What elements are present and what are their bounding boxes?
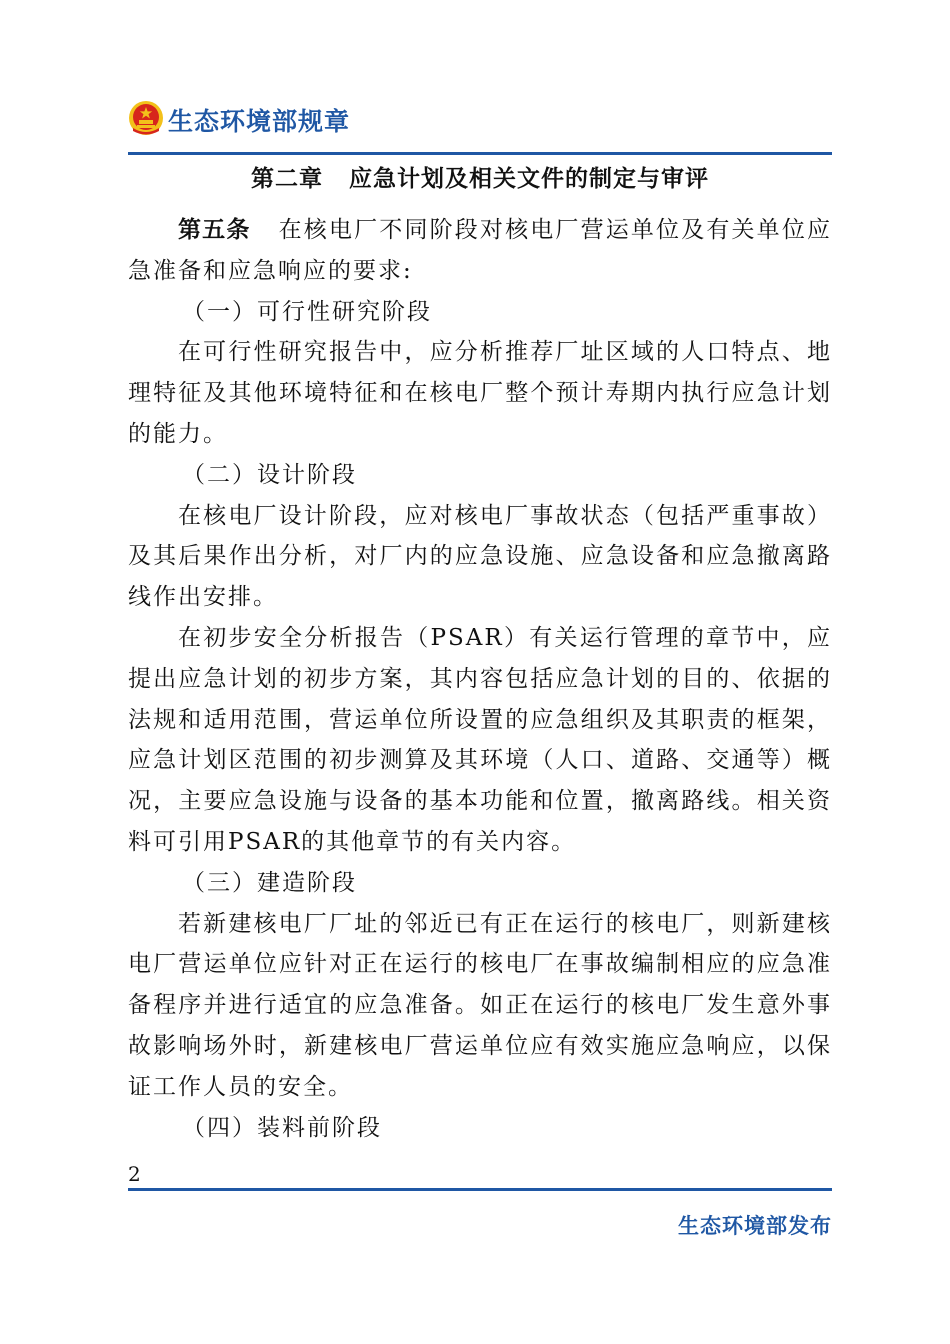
section-title-4: （四）装料前阶段 (182, 1114, 382, 1141)
section-3-paragraph-1: 若新建核电厂厂址的邻近已有正在运行的核电厂，则新建核电厂营运单位应针对正在运行的核电厂在事故编制相应的应急准备程序并进行适宜的应急准备。如正在运行的核电厂发生意外事故影响场外时，新建核电厂营运单位应有效实施应急响应，以保证工作人员的安全。 (128, 910, 832, 1100)
document-body (128, 210, 832, 1148)
page-number: 2 (128, 1162, 141, 1186)
page-footer (128, 1160, 832, 1250)
section-title-1: （一）可行性研究阶段 (182, 298, 432, 325)
brand-title: 生态环境部规章 (168, 107, 351, 136)
section-2-paragraph-1: 在核电厂设计阶段，应对核电厂事故状态（包括严重事故）及其后果作出分析，对厂内的应急设施、应急设备和应急撤离路线作出安排。 (128, 502, 832, 611)
article-paragraph (128, 210, 832, 292)
publisher-label: 生态环境部发布 (678, 1214, 832, 1238)
page-header (128, 96, 832, 158)
article-label: 第五条 (178, 217, 251, 243)
header-rule (128, 152, 832, 155)
section-title-3: （三）建造阶段 (182, 869, 357, 896)
chapter-number: 第二章 (251, 166, 323, 192)
section-2-paragraph-2: 在初步安全分析报告（PSAR）有关运行管理的章节中，应提出应急计划的初步方案，其内容包括应急计划的目的、依据的法规和适用范围，营运单位所设置的应急组织及其职责的框架，应急计划区范围的初步测算及其环境（人口、道路、交通等）概况，主要应急设施与设备的基本功能和位置，撤离路线。相关资料可引用PSAR的其他章节的有关内容。 (128, 624, 832, 855)
national-emblem-icon (128, 100, 164, 136)
section-1-paragraph-1: 在可行性研究报告中，应分析推荐厂址区域的人口特点、地理特征及其他环境特征和在核电厂整个预计寿期内执行应急计划的能力。 (128, 339, 832, 447)
article-intro: 在核电厂不同阶段对核电厂营运单位及有关单位应急准备和应急响应的要求: (128, 217, 833, 284)
chapter-title (128, 160, 832, 193)
chapter-name: 应急计划及相关文件的制定与审评 (349, 166, 709, 192)
section-title-2: （二）设计阶段 (182, 461, 357, 488)
footer-rule (128, 1188, 832, 1191)
